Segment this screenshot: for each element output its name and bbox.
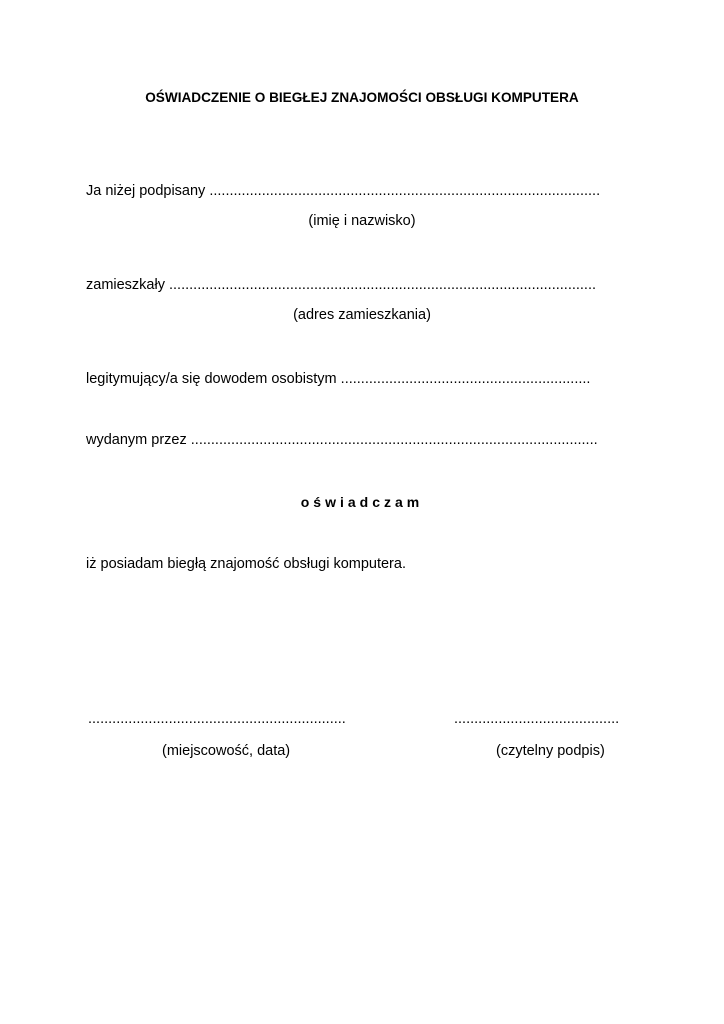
address-field-caption: (adres zamieszkania) [293, 307, 431, 323]
signature-caption: (czytelny podpis) [496, 743, 605, 759]
place-date-caption: (miejscowość, data) [162, 743, 291, 759]
statement-text: iż posiadam biegłą znajomość obsługi komputera. [86, 556, 406, 572]
name-field-caption: (imię i nazwisko) [308, 213, 416, 229]
issued-by-field-line: wydanym przez ..................................................................................................... [86, 432, 598, 448]
name-field-line: Ja niżej podpisany ................................................................................................. [86, 183, 601, 199]
declaration-word: oświadczam [300, 494, 424, 510]
place-date-line: ................................................................ [88, 711, 346, 727]
address-field-line: zamieszkały .......................................................................................................... [86, 277, 597, 293]
id-card-field-line: legitymujący/a się dowodem osobistym .............................................................. [86, 371, 591, 387]
signature-line: ......................................... [454, 711, 620, 727]
document-title: OŚWIADCZENIE O BIEGŁEJ ZNAJOMOŚCI OBSŁUGI KOMPUTERA [145, 90, 579, 105]
